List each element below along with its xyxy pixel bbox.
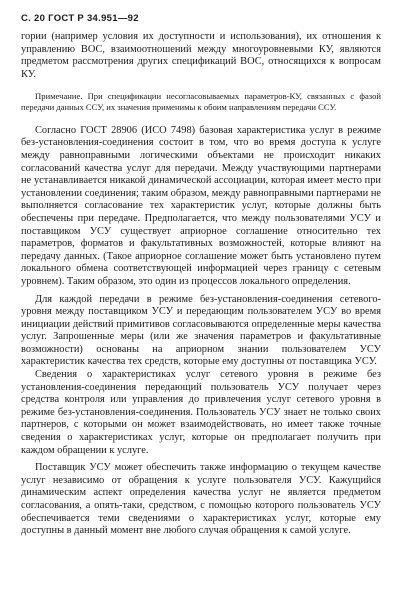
- note-label: Примечание.: [35, 91, 83, 102]
- paragraph-service-info: Сведения о характеристиках услуг сетевого уровня в режиме без установления-соединения передающий пользователь УСУ получает через средства контроля или управления до привлечения услуг сетевого уровня в режиме без-установления-соединения. Пользователь УСУ знает не только своих партнеров, с которыми он может взаимодействовать, но имеет также точные сведения о характеристиках услуг, которые он предполагает получить при каждом обращении к услуге.: [21, 369, 381, 456]
- paragraph-basic-characteristic: Согласно ГОСТ 28906 (ИСО 7498) базовая характеристика услуг в режиме без-установления-соединения состоит в том, что во время доступа к услуге между равноправными логическими объектами не происходит никаких согласований качества услуг для передачи. Между участвующими партнерами не устанавливается никакой динамической ассоциации, которая имеет место при установлении соединения; таким образом, между равноправными партнерами не выполняется согласование тех характеристик услуг, которые должны быть обеспечены при передаче. Предполагается, что между пользователями УСУ и поставщиком УСУ существует априорное соглашение относительно тех параметров, форматов и факультативных возможностей, которые влияют на передачу данных. (Такое априорное соглашение может быть установлено путем локального обмена соответствующей информацией через границу с сетевым уровнем). Таким образом, это один из процессов локального определения.: [21, 124, 381, 287]
- standard-designation: ГОСТ Р 34.951—92: [48, 13, 139, 24]
- page-number: С. 20: [21, 13, 46, 24]
- paragraph-provider-info: Поставщик УСУ может обеспечить также информацию о текущем качестве услуг независимо от обращения к услуге пользователя УСУ. Кажущийся динамическим аспект определения качества услуг не является предметом согласования, а опять-таки, средством, с помощью которого пользователь УСУ обеспечивается теми сведениями о характеристиках услуг, которые ему доступны в данный момент вне любого случая обращения к самой услуге.: [21, 462, 381, 537]
- page-header: [21, 13, 381, 24]
- paragraph-continuation: гории (например условия их доступности и использования), их отношения к управлению ВОС, взаимоотношений между многоуровневыми КУ, являются предметом рассмотрения других спецификаций ВОС, относящихся к вопросам КУ.: [21, 31, 381, 80]
- note-paragraph: [21, 91, 381, 111]
- note-text: При спецификации несогласовываемых параметров-КУ, связанных с фазой передачи данных ССУ, их значения применимы к обоим направлениям передачи ССУ.: [21, 91, 381, 112]
- paragraph-each-transfer: Для каждой передачи в режиме без-установления-соединения сетевого-уровня между поставщиком УСУ и передающим пользователем УСУ во время инициации действий примитивов согласовываются определенные меры качества услуг. Запрошенные меры (или же значения параметров и факультативные возможности) основаны на априорном знании пользователем УСУ характеристик качества тех средств, которые ему доступны от поставщика УСУ.: [21, 293, 381, 368]
